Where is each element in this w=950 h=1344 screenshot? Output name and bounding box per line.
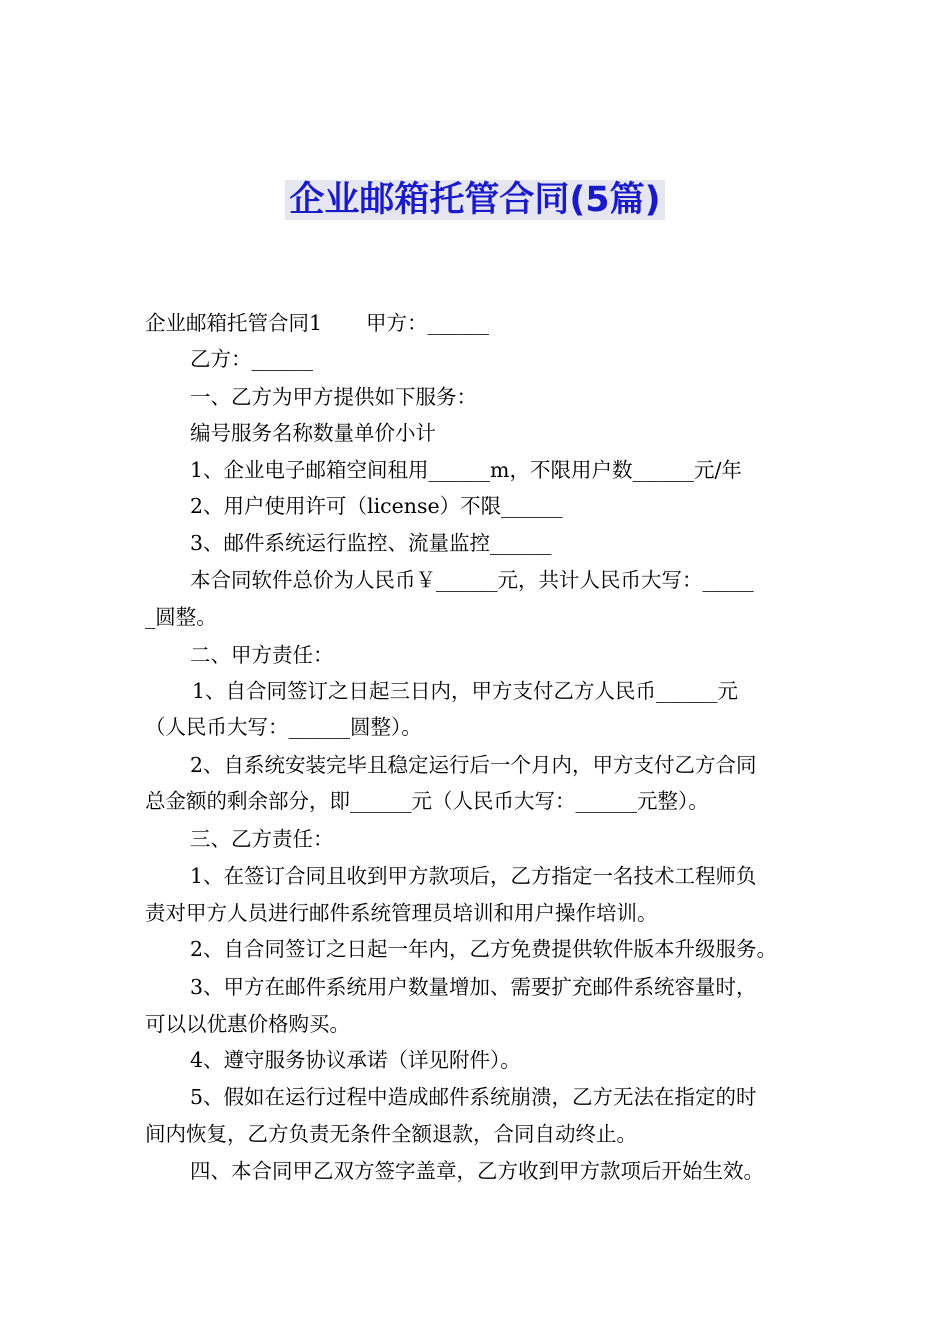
section-3-heading: 三、乙方责任： (190, 827, 334, 851)
party-a-duty-2: 2、自系统安装完毕且稳定运行后一个月内，甲方支付乙方合同 (190, 753, 757, 777)
service-item-3: 3、邮件系统运行监控、流量监控______ (190, 531, 552, 555)
contract-heading: 企业邮箱托管合同1 (145, 311, 323, 335)
document-title-text: 企业邮箱托管合同(5篇) (285, 180, 664, 220)
party-b-duty-3: 3、甲方在邮件系统用户数量增加、需要扩充邮件系统容量时， (190, 975, 757, 999)
party-b-duty-1: 1、在签订合同且收到甲方款项后，乙方指定一名技术工程师负 (190, 864, 757, 888)
party-b-duty-2: 2、自合同签订之日起一年内，乙方免费提供软件版本升级服务。 (190, 937, 778, 961)
document-title (0, 178, 950, 222)
contract-heading-line (145, 308, 825, 338)
service-item-1: 1、企业电子邮箱空间租用______m，不限用户数______元/年 (190, 458, 742, 482)
party-b-duty-5: 5、假如在运行过程中造成邮件系统崩溃，乙方无法在指定的时 (190, 1085, 757, 1109)
party-a-field: 甲方：______ (366, 311, 490, 335)
party-a-duty-2-cont: 总金额的剩余部分，即______元（人民币大写：______元整）。 (145, 789, 709, 813)
party-a-duty-1: 1、自合同签订之日起三日内，甲方支付乙方人民币______元 (192, 679, 739, 703)
section-4-heading: 四、本合同甲乙双方签字盖章，乙方收到甲方款项后开始生效。 (190, 1159, 764, 1183)
party-b-field: 乙方：______ (190, 347, 313, 371)
service-table-header: 编号服务名称数量单价小计 (190, 421, 436, 445)
party-b-duty-5-cont: 间内恢复，乙方负责无条件全额退款，合同自动终止。 (145, 1122, 637, 1146)
party-b-duty-1-cont: 责对甲方人员进行邮件系统管理员培训和用户操作培训。 (145, 901, 658, 925)
section-2-heading: 二、甲方责任： (190, 643, 334, 667)
party-b-duty-4: 4、遵守服务协议承诺（详见附件）。 (190, 1048, 521, 1072)
section-1-heading: 一、乙方为甲方提供如下服务： (190, 385, 477, 409)
party-b-duty-3-cont: 可以以优惠价格购买。 (145, 1012, 350, 1036)
party-a-duty-1-cont: （人民币大写：______圆整）。 (145, 715, 422, 739)
total-price-line: 本合同软件总价为人民币￥______元，共计人民币大写：_____ (190, 568, 754, 592)
service-item-2: 2、用户使用许可（license）不限______ (190, 494, 563, 518)
total-price-line-cont: _圆整。 (145, 605, 217, 629)
